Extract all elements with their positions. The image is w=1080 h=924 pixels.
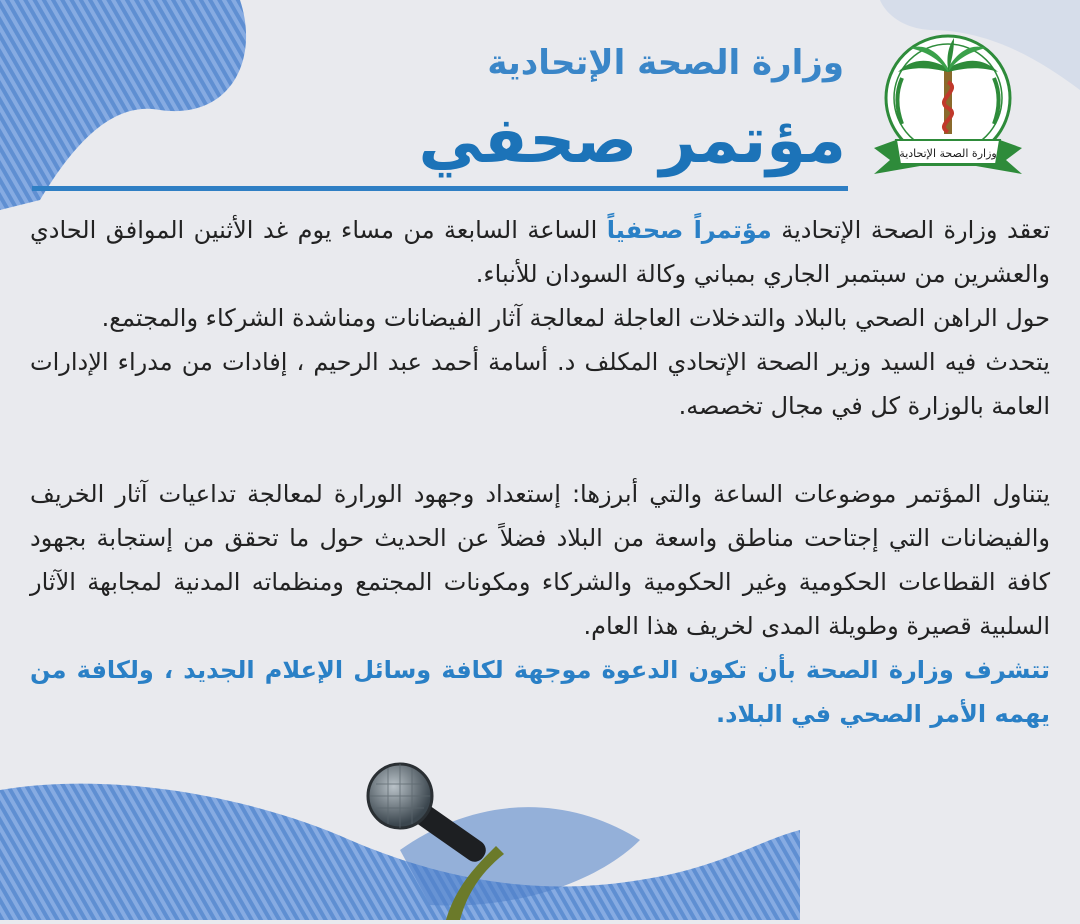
microphone-icon	[356, 756, 546, 920]
press-conference-highlight: مؤتمراً صحفياً	[606, 216, 772, 244]
paragraph-agenda: يتناول المؤتمر موضوعات الساعة والتي أبرزها: إستعداد وجهود الورارة لمعالجة تداعيات آثار الخريف والفيضانات التي إجتاحت مناطق واسعة من البلاد فضلاً عن الحديث حول ما تحقق من إستجابة بجهود كافة القطاعات الحكومية وغير الحكومية والشركاء ومكونات المجتمع ومنظماته المدنية لمجابهة الآثار السلبية قصيرة وطويلة المدى لخريف هذا العام.	[30, 480, 1050, 640]
paragraph-conference-time	[30, 208, 1050, 296]
ministry-name: وزارة الصحة الإتحادية	[487, 43, 844, 83]
title-divider	[32, 186, 848, 191]
paragraph-1-start: تعقد وزارة الصحة الإتحادية	[771, 216, 1050, 244]
logo-ribbon-text: وزارة الصحة الإتحادية	[899, 147, 997, 160]
paragraph-speakers: يتحدث فيه السيد وزير الصحة الإتحادي المكلف د. أسامة أحمد عبد الرحيم ، إفادات من مدراء الإدارات العامة بالوزارة كل في مجال تخصصه.	[30, 348, 1050, 420]
ministry-logo	[866, 28, 1030, 184]
paragraph-topic: حول الراهن الصحي بالبلاد والتدخلات العاجلة لمعالجة آثار الفيضانات ومناشدة الشركاء والمجتمع.	[101, 304, 1050, 332]
top-wave-shape	[0, 0, 246, 210]
paragraph-invitation: تتشرف وزارة الصحة بأن تكون الدعوة موجهة لكافة وسائل الإعلام الجديد ، ولكافة من يهمه الأمر الصحي في البلاد.	[30, 656, 1050, 728]
page-title: مؤتمر صحفي	[418, 104, 846, 178]
paragraph-1-end: الساعة السابعة من مساء يوم غد الأثنين الموافق الحادي والعشرين من سبتمبر الجاري بمباني وكالة السودان للأنباء.	[30, 216, 1050, 288]
announcement-body	[30, 208, 1050, 808]
